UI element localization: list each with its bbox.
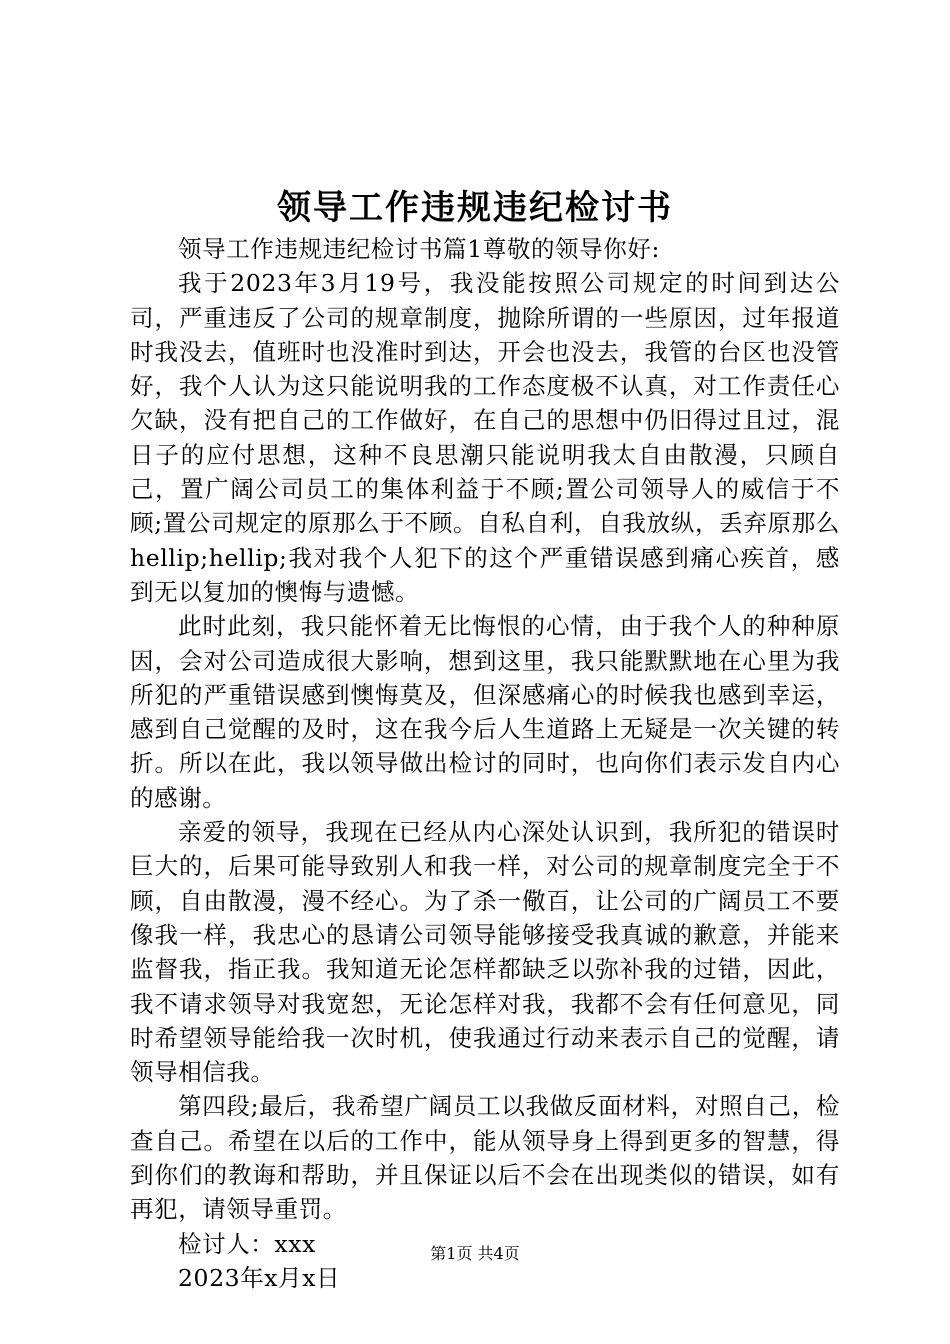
confession-paragraph: 我于2023年3月19号，我没能按照公司规定的时间到达公司，严重违反了公司的规章制度，抛除所谓的一些原因，过年报道时我没去，值班时也没准时到达，开会也没去，我管的台区也没管好，我个人认为这只能说明我的工作态度极不认真，对工作责任心欠缺，没有把自己的工作做好，在自己的思想中仍旧得过且过，混日子的应付思想，这种不良思潮只能说明我太自由散漫，只顾自己，置广阔公司员工的集体利益于不顾;置公司领导人的威信于不顾;置公司规定的原那么于不顾。自私自利，自我放纵，丢弃原那么hellip;hellip;我对我个人犯下的这个严重错误感到痛心疾首，感到无以复加的懊悔与遗憾。 bbox=[130, 269, 840, 606]
closing-paragraph: 第四段;最后，我希望广阔员工以我做反面材料，对照自己，检查自己。希望在以后的工作中，能从领导身上得到更多的智慧，得到你们的教诲和帮助，并且保证以后不会在出现类似的错误，如有再犯，请领导重罚。 bbox=[130, 1092, 840, 1224]
document-title: 领导工作违规违纪检讨书 bbox=[277, 188, 673, 228]
date-line: 2023年x月x日 bbox=[178, 1263, 341, 1292]
greeting-paragraph: 领导工作违规违纪检讨书篇1尊敬的领导你好: bbox=[178, 235, 660, 263]
apology-paragraph: 亲爱的领导，我现在已经从内心深处认识到，我所犯的错误时巨大的，后果可能导致别人和我一样，对公司的规章制度完全于不顾，自由散漫，漫不经心。为了杀一儆百，让公司的广阔员工不要像我一样，我忠心的恳请公司领导能够接受我真诚的歉意，并能来监督我，指正我。我知道无论怎样都缺乏以弥补我的过错，因此，我不请求领导对我宽恕，无论怎样对我，我都不会有任何意见，同时希望领导能给我一次时机，使我通过行动来表示自己的觉醒，请领导相信我。 bbox=[130, 818, 840, 1087]
signature-line: 检讨人：xxx bbox=[178, 1229, 316, 1258]
document-body bbox=[130, 232, 840, 1295]
regret-paragraph: 此时此刻，我只能怀着无比悔恨的心情，由于我个人的种种原因，会对公司造成很大影响，想到这里，我只能默默地在心里为我所犯的严重错误感到懊悔莫及，但深感痛心的时候我也感到幸运，感到自己觉醒的及时，这在我今后人生道路上无疑是一次关键的转折。所以在此，我以领导做出检讨的同时，也向你们表示发自内心的感谢。 bbox=[130, 612, 840, 812]
page-indicator: 第1页 共4页 bbox=[430, 1244, 520, 1263]
